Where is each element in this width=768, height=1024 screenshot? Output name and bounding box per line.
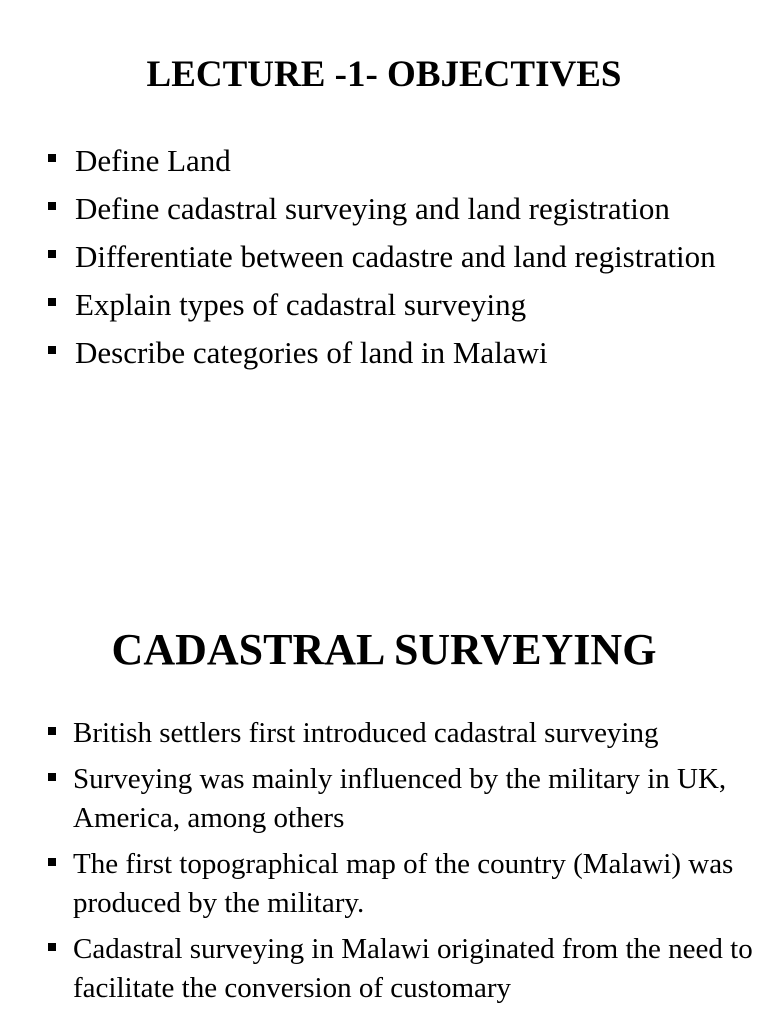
list-item-text: Explain types of cadastral surveying xyxy=(75,287,527,322)
square-bullet-icon xyxy=(48,250,56,258)
list-item-text: Surveying was mainly influenced by the military in UK, America, among others xyxy=(73,763,727,834)
list-item-text: Define cadastral surveying and land registration xyxy=(75,191,670,226)
list-item-text: British settlers first introduced cadastral surveying xyxy=(73,717,659,749)
square-bullet-icon xyxy=(48,154,56,162)
list-item xyxy=(48,930,763,1008)
square-bullet-icon xyxy=(48,727,56,735)
square-bullet-icon xyxy=(48,202,56,210)
list-item xyxy=(48,188,748,229)
square-bullet-icon xyxy=(48,773,56,781)
square-bullet-icon xyxy=(48,346,56,354)
list-item xyxy=(48,845,763,923)
list-item-text: Define Land xyxy=(75,143,231,178)
list-item-text: Cadastral surveying in Malawi originated from the need to facilitate the conversion of customary xyxy=(73,933,753,1004)
square-bullet-icon xyxy=(48,298,56,306)
square-bullet-icon xyxy=(48,858,56,866)
slide-cadastral-surveying xyxy=(0,600,768,1024)
objectives-list xyxy=(48,140,748,380)
list-item-text: The first topographical map of the country (Malawi) was produced by the military. xyxy=(73,848,734,919)
slide-title: LECTURE -1- OBJECTIVES xyxy=(146,54,622,95)
list-item xyxy=(48,284,748,325)
list-item xyxy=(48,236,748,277)
list-item-text: Differentiate between cadastre and land registration xyxy=(75,239,716,274)
slide-title: CADASTRAL SURVEYING xyxy=(111,625,657,674)
list-item-text: Describe categories of land in Malawi xyxy=(75,335,548,370)
list-item xyxy=(48,140,748,181)
list-item xyxy=(48,714,763,753)
list-item xyxy=(48,332,748,373)
square-bullet-icon xyxy=(48,943,56,951)
list-item xyxy=(48,760,763,838)
history-list xyxy=(48,714,763,1015)
